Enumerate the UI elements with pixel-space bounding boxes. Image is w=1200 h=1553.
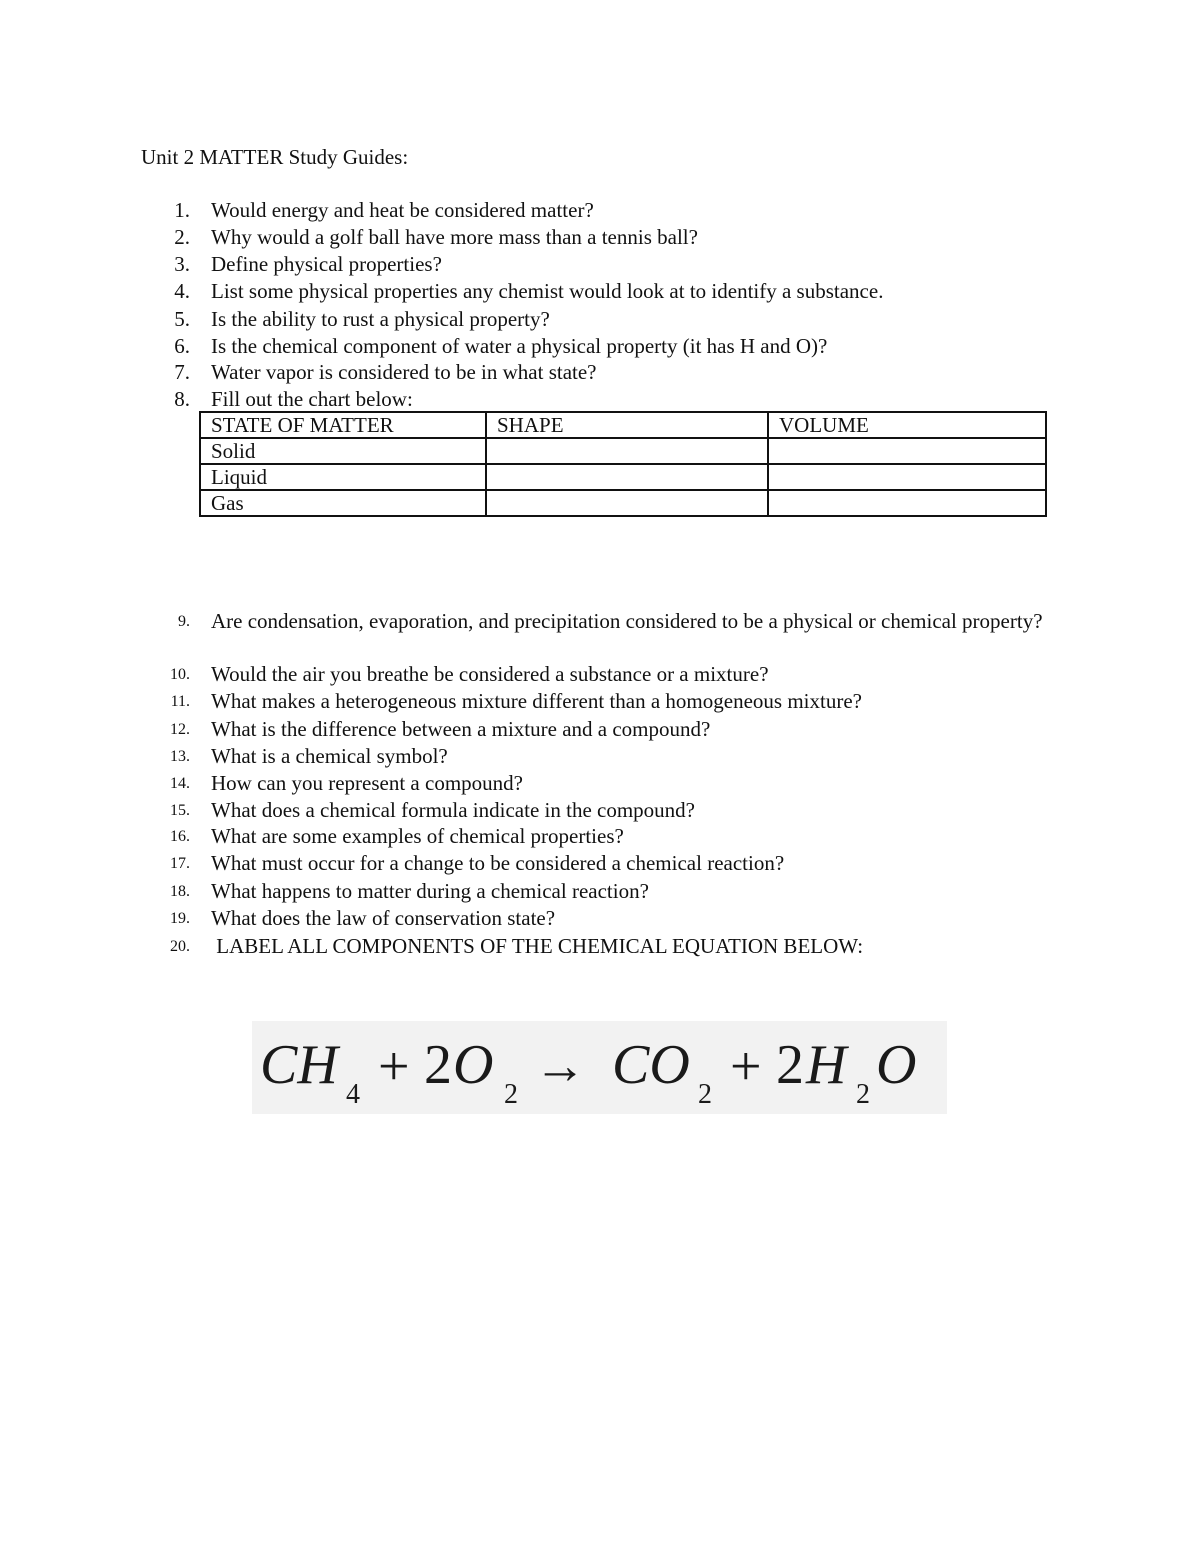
eq-sub-2c: 2 — [856, 1079, 870, 1110]
question-number: 4. — [174, 279, 190, 303]
question-number: 14. — [170, 775, 190, 792]
question-text: Would the air you breathe be considered a substance or a mixture? — [211, 662, 769, 686]
question-text: Would energy and heat be considered matter? — [211, 198, 594, 222]
question-text: What is a chemical symbol? — [211, 744, 448, 768]
cell-shape[interactable] — [486, 464, 768, 490]
question-number: 1. — [174, 198, 190, 222]
question-number: 16. — [170, 828, 190, 845]
header-shape: SHAPE — [486, 412, 768, 438]
question-number: 2. — [174, 225, 190, 249]
question-number: 8. — [174, 387, 190, 411]
question-number: 13. — [170, 748, 190, 765]
chart-row-liquid — [200, 464, 1046, 490]
question-text: What must occur for a change to be considered a chemical reaction? — [211, 851, 785, 875]
eq-sub-2b: 2 — [698, 1079, 712, 1110]
question-number: 18. — [170, 883, 190, 900]
eq-o-2: O — [876, 1034, 917, 1096]
chemical-equation-image — [252, 1021, 947, 1114]
eq-sub-2a: 2 — [504, 1079, 518, 1110]
question-number: 12. — [170, 721, 190, 738]
page-title: Unit 2 MATTER Study Guides: — [141, 145, 409, 169]
cell-shape[interactable] — [486, 438, 768, 464]
question-number: 20. — [170, 938, 190, 955]
question-text: How can you represent a compound? — [211, 771, 523, 795]
chart-row-gas — [200, 490, 1046, 516]
eq-o-1: O — [453, 1034, 494, 1096]
question-text: What does the law of conservation state? — [211, 906, 556, 930]
eq-coef-2a: 2 — [424, 1034, 452, 1096]
chart-row-solid — [200, 438, 1046, 464]
cell-volume[interactable] — [768, 464, 1046, 490]
cell-state: Solid — [200, 438, 486, 464]
header-state: STATE OF MATTER — [200, 412, 486, 438]
cell-state: Gas — [200, 490, 486, 516]
eq-plus-2: + — [730, 1036, 762, 1098]
question-number: 3. — [174, 252, 190, 276]
eq-arrow: → — [534, 1038, 586, 1095]
eq-co: CO — [612, 1034, 690, 1096]
question-number: 6. — [174, 334, 190, 358]
question-text: What are some examples of chemical properties? — [211, 824, 624, 848]
header-volume: VOLUME — [768, 412, 1046, 438]
chart-header-row — [200, 412, 1046, 438]
question-text: LABEL ALL COMPONENTS OF THE CHEMICAL EQUATION BELOW: — [211, 934, 864, 958]
question-text: Water vapor is considered to be in what state? — [211, 360, 597, 384]
question-text: What makes a heterogeneous mixture different than a homogeneous mixture? — [211, 689, 862, 713]
cell-volume[interactable] — [768, 490, 1046, 516]
question-number: 9. — [178, 613, 190, 630]
question-text: What does a chemical formula indicate in the compound? — [211, 798, 695, 822]
question-text: Are condensation, evaporation, and precipitation considered to be a physical or chemical property? — [211, 609, 1043, 633]
question-text: What happens to matter during a chemical reaction? — [211, 879, 649, 903]
question-text: Fill out the chart below: — [211, 387, 413, 411]
question-number: 10. — [170, 666, 190, 683]
question-text: Is the ability to rust a physical property? — [211, 307, 550, 331]
eq-plus-1: + — [378, 1036, 410, 1098]
eq-coef-2b: 2 — [776, 1034, 804, 1096]
eq-h: H — [806, 1034, 847, 1096]
question-number: 15. — [170, 802, 190, 819]
question-number: 7. — [174, 360, 190, 384]
cell-shape[interactable] — [486, 490, 768, 516]
question-text: Define physical properties? — [211, 252, 442, 276]
states-of-matter-chart — [199, 411, 1047, 517]
question-text: Why would a golf ball have more mass than a tennis ball? — [211, 225, 698, 249]
question-number: 17. — [170, 855, 190, 872]
eq-ch: CH — [260, 1034, 338, 1096]
question-text: List some physical properties any chemist would look at to identify a substance. — [211, 279, 884, 303]
question-text: Is the chemical component of water a physical property (it has H and O)? — [211, 334, 828, 358]
question-number: 11. — [170, 693, 190, 710]
question-number: 19. — [170, 910, 190, 927]
question-text: What is the difference between a mixture and a compound? — [211, 717, 711, 741]
cell-state: Liquid — [200, 464, 486, 490]
eq-sub-4: 4 — [346, 1079, 360, 1110]
cell-volume[interactable] — [768, 438, 1046, 464]
question-number: 5. — [174, 307, 190, 331]
